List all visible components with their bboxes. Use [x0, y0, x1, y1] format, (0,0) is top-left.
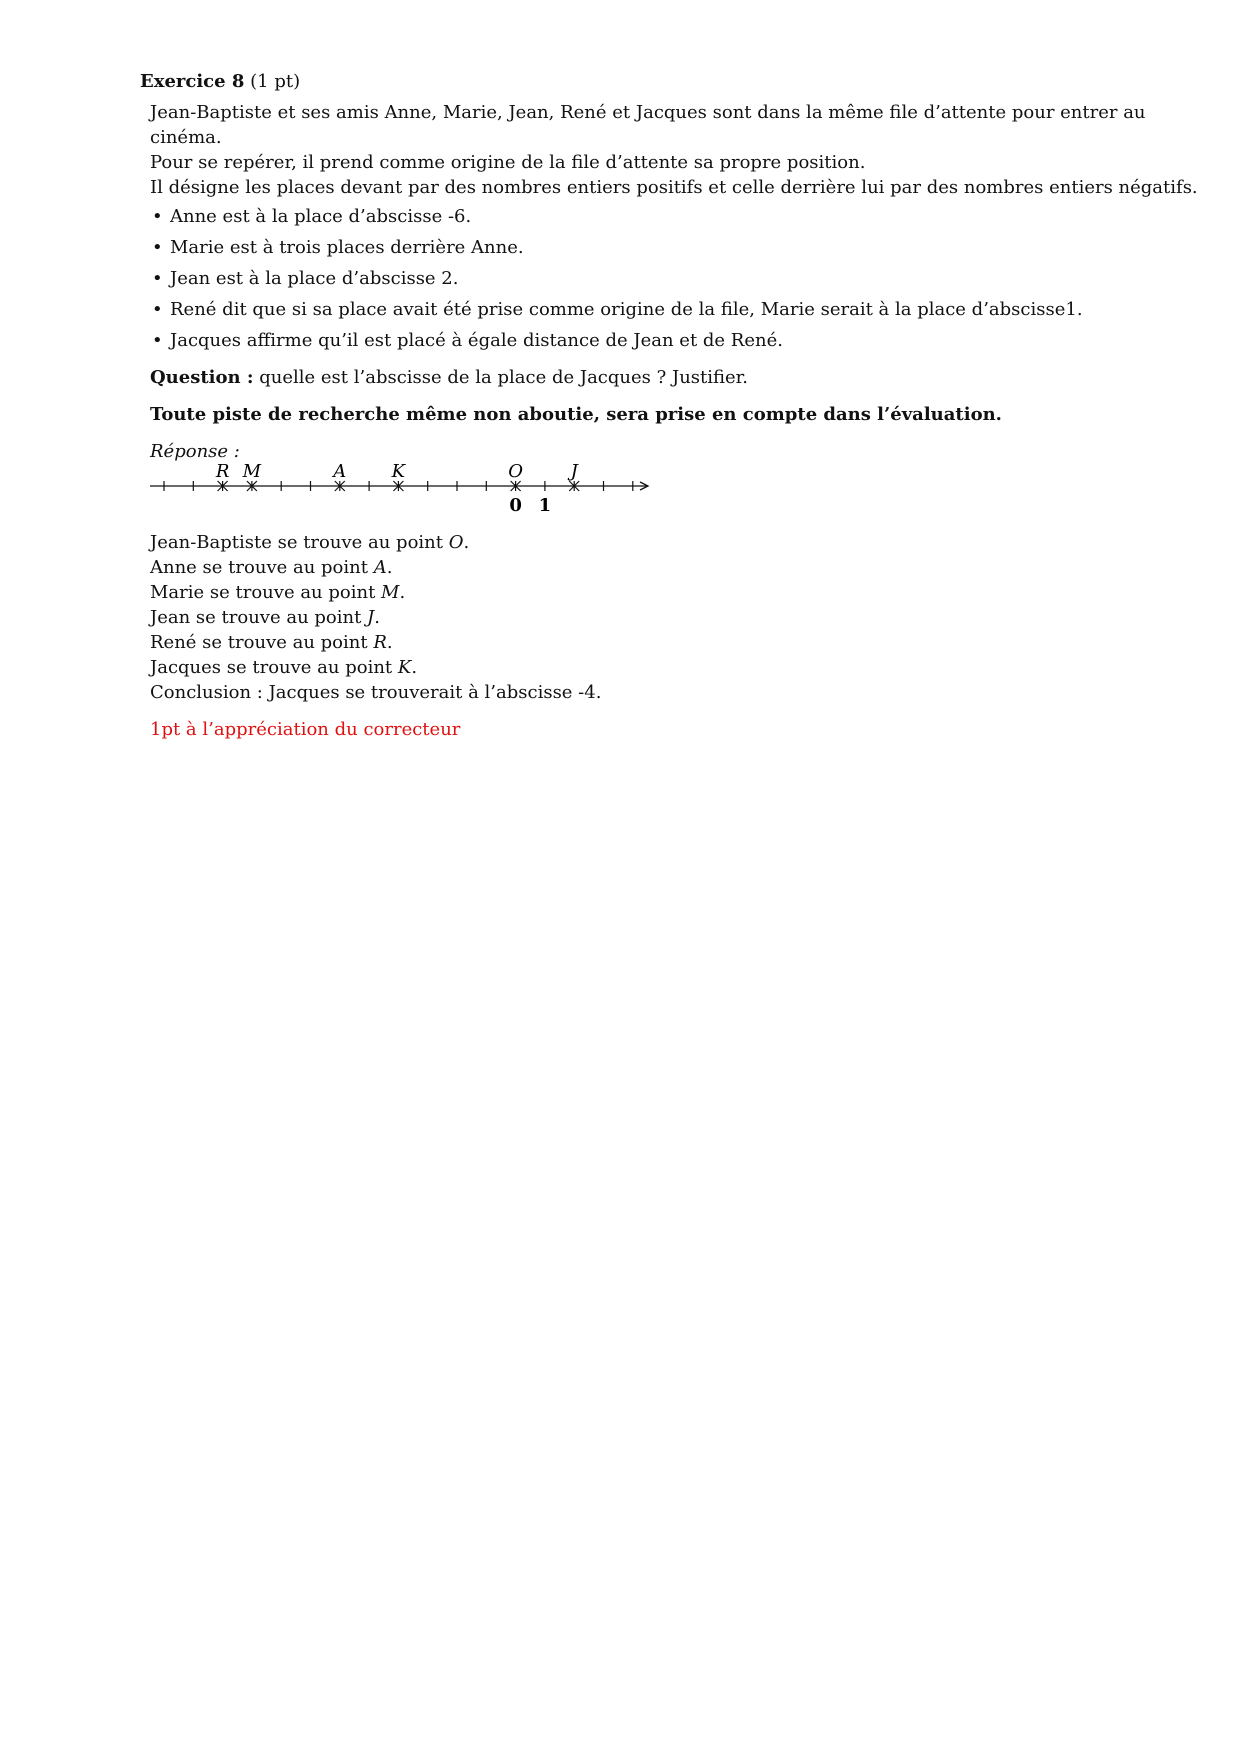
tick-label-1: 1: [538, 495, 552, 516]
point-label-J: J: [570, 464, 578, 482]
point-labels: [215, 464, 580, 516]
exercise-title: Exercice 8: [140, 71, 245, 92]
point-label-R: R: [215, 464, 230, 482]
position-line: Jacques se trouve au point K.: [150, 657, 418, 678]
grading-note: 1pt à l’appréciation du correcteur: [150, 719, 461, 740]
point-label-M: M: [242, 464, 262, 482]
number-line-figure: [150, 464, 670, 522]
intro-line: Pour se repérer, il prend comme origine de la file d’attente sa propre position.: [150, 152, 866, 173]
position-line: Jean-Baptiste se trouve au point O.: [150, 532, 470, 553]
facts-list: [150, 204, 1200, 353]
fact-item: • Jacques affirme qu’il est placé à égale distance de Jean et de René.: [150, 328, 1200, 353]
point-label-O: O: [508, 464, 523, 482]
evaluation-hint: Toute piste de recherche même non aboutie, sera prise en compte dans l’évaluation.: [150, 404, 1002, 425]
exercise-points: (1 pt): [250, 71, 301, 92]
intro-line: Jean-Baptiste et ses amis Anne, Marie, Jean, René et Jacques sont dans la même file d’attente pour entrer au cinéma.: [150, 102, 1146, 148]
exercise-body: [150, 100, 1200, 742]
intro-paragraph: [150, 100, 1200, 200]
question-text: quelle est l’abscisse de la place de Jacques ? Justifier.: [253, 367, 749, 388]
conclusion: Conclusion : Jacques se trouverait à l’abscisse -4.: [150, 682, 602, 703]
answer-explanation: [150, 530, 1200, 705]
position-line: Marie se trouve au point M.: [150, 582, 406, 603]
exercise-heading: [140, 70, 300, 94]
question: [150, 365, 1200, 390]
position-line: René se trouve au point R.: [150, 632, 393, 653]
question-label: Question :: [150, 367, 254, 388]
position-line: Anne se trouve au point A.: [150, 557, 393, 578]
answer-label: Réponse :: [150, 441, 240, 462]
fact-item: • Jean est à la place d’abscisse 2.: [150, 266, 1200, 291]
fact-item: • Marie est à trois places derrière Anne.: [150, 235, 1200, 260]
tick-label-0: 0: [509, 495, 522, 516]
fact-item: • René dit que si sa place avait été prise comme origine de la file, Marie serait à la place d’abscisse1.: [150, 297, 1200, 322]
fact-item: • Anne est à la place d’abscisse -6.: [150, 204, 1200, 229]
intro-line: Il désigne les places devant par des nombres entiers positifs et celle derrière lui par des nombres entiers négatifs.: [150, 177, 1198, 198]
point-label-K: K: [391, 464, 406, 482]
point-label-A: A: [333, 464, 347, 482]
position-line: Jean se trouve au point J.: [150, 607, 380, 628]
